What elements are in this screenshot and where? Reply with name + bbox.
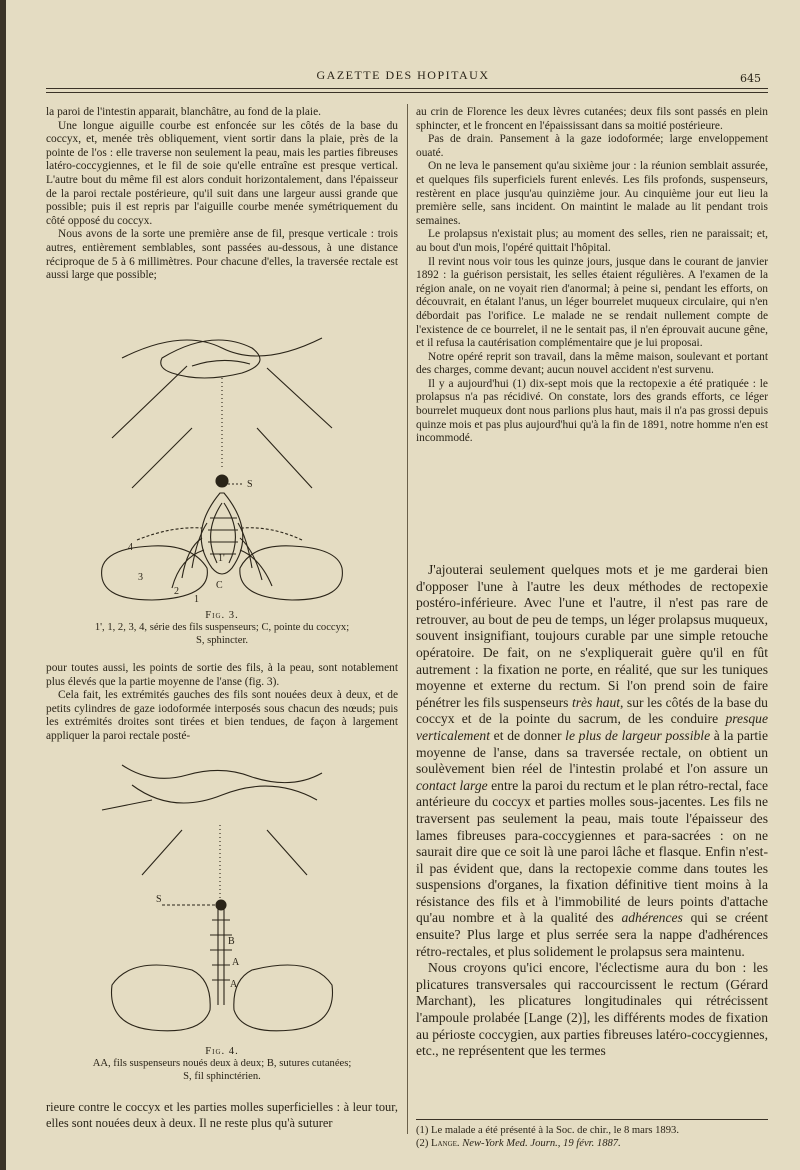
left-column-top	[46, 106, 398, 283]
right-column-bottom	[416, 562, 768, 1060]
running-head-title: GAZETTE DES HOPITAUX	[316, 68, 490, 82]
figure-label-S: S	[156, 894, 162, 905]
footnote-author: Lange.	[431, 1138, 460, 1149]
paragraph-discussion: J'ajouterai seulement quelques mots et je me garderai bien d'opposer l'une à l'autre les deux méthodes de rectopexie postéro-inférieure. Avec l'une et l'autre, il n'est pas rare de retrouver, au bout de peu de temps, un léger prolapsus muqueux, souvent insignifiant, toujours curable par une simple retouche opératoire. De fait, on ne s'expliquerait guère qu'il en fût autrement : la fixation ne porte, en réalité, que sur les tuniques moyenne et externe du rectum. Si l'on prend soin de faire pénétrer les fils suspenseurs très haut, sur les côtés de la base du coccyx et de la pointe du sacrum, de les conduire presque verticalement et de donner le plus de largeur possible à la partie moyenne de l'anse, dans sa traversée rectale, on obtient un soulèvement bien réel de l'intestin prolabé et l'on assure un contact large entre la paroi du rectum et le plan rétro-rectal, face antérieure du coccyx et parties molles sous-jacentes. Les fils ne traversent pas seulement la peau, mais toute l'épaisseur des lames fibreuses para-coccygiennes et para-sacrées : on ne saurait dire que ce soit là une paroi lâche et flasque. Enfin n'est-il pas évident que, dans la rectopexie comme dans toutes les suspensions d'organes, la fixation définitive tient moins à la résistance des fils et à l'immobilité de leurs points d'attache qu'au nombre et à la qualité des adhérences qui se créent ensuite? Plus large et plus serrée sera la nappe d'adhérences rétro-rectales, et plus solidement le prolapsus sera maintenu.	[416, 562, 768, 959]
paragraph: Une longue aiguille courbe est enfoncée sur les côtés de la base du coccyx, et, menée très obliquement, vient sortir dans la plaie, près de la pointe de l'os : elle traverse non seulement la peau, mais les parties fibreuses latéro-coccygiennes, et le fil de soie qu'elle entraîne est presque vertical. L'autre bout du même fil est alors conduit horizontalement, dans l'épaisseur de la paroi rectale postérieure, qu'il suit dans une largeur aussi grande que possible; puis il est repris par l'aiguille courbe menée symétriquement du côté opposé du coccyx.	[46, 119, 398, 227]
emphasis: contact large	[416, 777, 488, 793]
figure-label-A-lower: A	[230, 979, 238, 990]
paragraph: Nous avons de la sorte une première anse de fil, presque verticale : trois autres, entièrement semblables, sont passées au-dessous, à une distance réciproque de 5 à 6 millimètres. Pour chacune d'elles, la traversée rectale est aussi large que possible;	[46, 228, 398, 282]
paragraph: pour toutes aussi, les points de sortie des fils, à la peau, sont notablement plus élevés que la partie moyenne de l'anse (fig. 3).	[46, 662, 398, 688]
journal-page	[6, 0, 800, 1170]
paragraph: Notre opéré reprit son travail, dans la même maison, soulevant et portant des charges, comme devant; aucun nouvel accident n'est survenu.	[416, 350, 768, 377]
footnote-1: (1) Le malade a été présenté à la Soc. de chir., le 8 mars 1893.	[416, 1125, 679, 1136]
column-divider	[407, 104, 408, 1134]
figure-label-1prime: 1'	[218, 553, 225, 564]
figure-label-2: 2	[174, 586, 179, 597]
figure-3-illustration	[92, 318, 354, 610]
figure-3-caption-line-2: S, sphincter.	[195, 634, 249, 646]
figure-label-A-upper: A	[232, 957, 240, 968]
paragraph: Il y a aujourd'hui (1) dix-sept mois que la rectopexie a été pratiquée : le prolapsus n'a pas récidivé. On constate, lors des grands efforts, ce léger bourrelet muqueux dont nous parlions plus haut, mais il n'a pas grossi depuis quinze mois et pas plus aujourd'hui qu'à la fin de 1891, notre homme n'en est incommodé.	[416, 377, 768, 445]
figure-4-illustration	[92, 755, 354, 1045]
emphasis: très haut	[571, 694, 621, 710]
paragraph: Pas de drain. Pansement à la gaze iodoformée; large enveloppement ouaté.	[416, 133, 768, 159]
right-column-top	[416, 106, 768, 446]
footnote-2: (2) Lange. New-York Med. Journ., 19 févr. 1887.	[416, 1138, 621, 1149]
footnote-rule	[416, 1119, 768, 1120]
left-column-bottom	[46, 1100, 398, 1131]
paragraph: Cela fait, les extrémités gauches des fils sont nouées deux à deux, et de petits cylindres de gaze iodoformée interposés sous chacun des nœuds; puis les extrémités droites sont tirées et bien tendues, de façon à largement appliquer la paroi rectale posté-	[46, 689, 398, 742]
header-rule-thin	[46, 92, 768, 93]
figure-3-caption	[46, 610, 398, 647]
paragraph: au crin de Florence les deux lèvres cutanées; deux fils sont passés en plein sphincter, et le froncent en l'épaississant dans sa moitié postérieure.	[416, 106, 768, 132]
paragraph: rieure contre le coccyx et les parties molles superficielles : à leur tour, elles sont nouées deux à deux. Il ne reste plus qu'à suturer	[46, 1100, 398, 1130]
paragraph: la paroi de l'intestin apparait, blanchâtre, au fond de la plaie.	[46, 106, 321, 118]
figure-4-caption-line-1: AA, fils suspenseurs noués deux à deux; B, sutures cutanées;	[92, 1058, 352, 1070]
page-number: 645	[740, 72, 761, 85]
paragraph: Il revint nous voir tous les quinze jours, jusque dans le courant de janvier 1892 : la guérison persistait, les selles étaient régulières. A l'examen de la région anale, on ne voyait rien d'anormal; à peine si, pendant les efforts, on découvrait, en étalant l'anus, un léger bourrelet muqueux circulaire, qui n'en débordait pas l'orifice. Le malade ne se rendait nullement compte de l'existence de ce bourrelet, il ne le sentait pas, il n'en éprouvait aucune gêne, et il refusa la cautérisation complémentaire que je lui proposai.	[416, 255, 768, 350]
figure-label-4: 4	[128, 542, 133, 553]
figure-3-caption-line-1: 1', 1, 2, 3, 4, série des fils suspenseurs; C, pointe du coccyx;	[94, 622, 350, 634]
paragraph: Le prolapsus n'existait plus; au moment des selles, rien ne paraissait; et, au bout d'un mois, l'opéré quittait l'hôpital.	[416, 228, 768, 254]
emphasis: presque verticalement	[416, 711, 768, 743]
emphasis: adhérences	[621, 910, 683, 926]
emphasis: le plus de largeur possible	[565, 727, 711, 743]
figure-label-1: 1	[194, 594, 199, 605]
figure-label-S: S	[247, 479, 253, 490]
figure-label-B: B	[228, 936, 235, 947]
figure-4-title: Fig. 4.	[205, 1046, 239, 1057]
left-column-middle	[46, 662, 398, 744]
footnotes	[416, 1124, 768, 1150]
figure-4-caption	[46, 1046, 398, 1083]
figure-label-C: C	[216, 580, 223, 591]
figure-3-title: Fig. 3.	[205, 610, 239, 621]
figure-label-3: 3	[138, 572, 143, 583]
paragraph: On ne leva le pansement qu'au sixième jour : la réunion semblait assurée, et quelques fils superficiels furent enlevés. Les fils profonds, suspenseurs, restèrent en place jusqu'au quinzième jour. Au cinquième jour eut lieu la première selle, sans incident. On maintint le malade au lit pendant trois semaines.	[416, 160, 768, 227]
header-rule	[46, 88, 768, 89]
figure-4-caption-line-2: S, fil sphinctérien.	[183, 1070, 261, 1082]
paragraph: Nous croyons qu'ici encore, l'éclectisme aura du bon : les plicatures transversales qui raccourcissent le rectum (Gérard Marchant), les plicatures longitudinales qui rétrécissent l'ampoule prolabée [Lange (2)], les différents modes de fixation au périoste coccygien, aux parties fibreuses latéro-coccygiennes, etc., ne représentent que les termes	[416, 960, 768, 1059]
